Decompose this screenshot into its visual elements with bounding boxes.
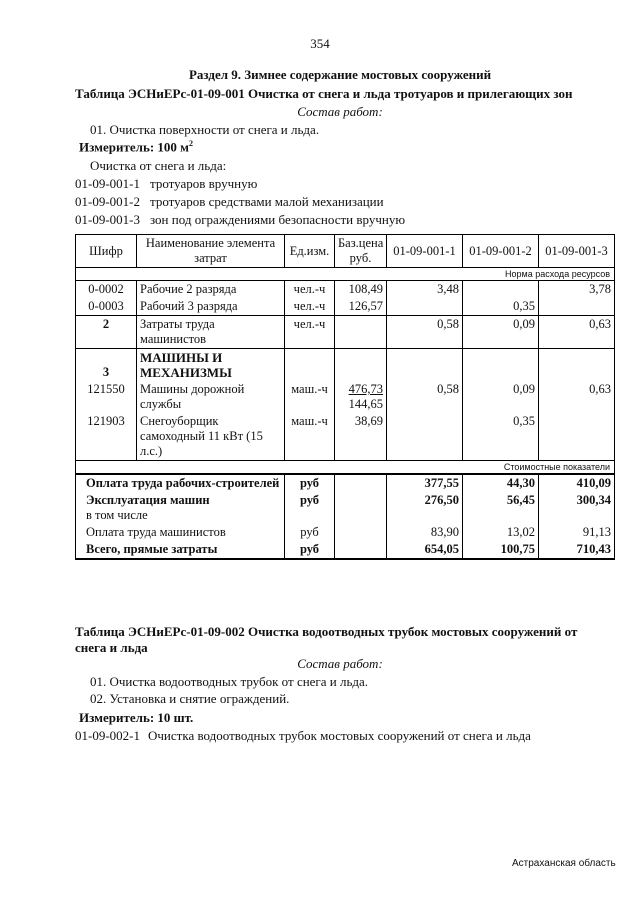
cell-unit: маш.-ч — [285, 413, 335, 461]
cell-value: 13,02 — [463, 524, 539, 541]
meter-label: Измеритель: 10 шт. — [79, 710, 194, 725]
item-name: тротуаров вручную — [150, 176, 258, 191]
cell-value: 377,55 — [387, 474, 463, 492]
cell-value: 56,45 — [463, 492, 539, 524]
cell-name: Машины дорожной службы — [137, 381, 285, 413]
cell-value: 0,09 — [463, 316, 539, 349]
cell-value: 0,63 — [539, 381, 615, 413]
norm-row — [76, 268, 615, 281]
page-number: 354 — [310, 36, 330, 51]
header-code: Шифр — [76, 235, 137, 268]
cell-price: 38,69 — [335, 413, 387, 461]
cost-label: Стоимостные показатели — [76, 461, 615, 475]
cell-value: 83,90 — [387, 524, 463, 541]
cell-value: 0,35 — [463, 413, 539, 461]
cell-price — [335, 316, 387, 349]
cell-value: 276,50 — [387, 492, 463, 524]
table-row — [76, 298, 615, 316]
table-row — [76, 492, 615, 524]
table-row — [76, 541, 615, 559]
composition-item: 02. Установка и снятие ограждений. — [90, 691, 290, 706]
cell-code: 0-0002 — [76, 281, 137, 299]
cell-value: 0,35 — [463, 298, 539, 316]
item-name: Очистка водоотводных трубок мостовых сооружений от снега и льда — [148, 728, 531, 743]
table-row — [76, 316, 615, 349]
cost-name — [76, 492, 285, 524]
cell-value: 710,43 — [539, 541, 615, 559]
table-row — [76, 281, 615, 299]
footer-region: Астраханская область — [512, 858, 616, 869]
item-code: 01-09-001-2 — [75, 194, 140, 209]
cell-value: 100,75 — [463, 541, 539, 559]
composition-label: Состав работ: — [297, 656, 383, 671]
cell-unit: руб — [285, 524, 335, 541]
price-value: 144,65 — [348, 397, 383, 411]
table-row — [76, 413, 615, 461]
cell-value — [539, 413, 615, 461]
cell-empty — [335, 524, 387, 541]
cell-value: 0,63 — [539, 316, 615, 349]
composition-label: Состав работ: — [297, 104, 383, 119]
cell-unit: руб — [285, 492, 335, 524]
cell-empty — [463, 349, 539, 382]
cell-price: 126,57 — [335, 298, 387, 316]
cell-value: 410,09 — [539, 474, 615, 492]
cell-unit: чел.-ч — [285, 298, 335, 316]
cell-value: 0,58 — [387, 381, 463, 413]
cell-value: 0,09 — [463, 381, 539, 413]
header-col2: 01-09-001-2 — [463, 235, 539, 268]
subtitle: Очистка от снега и льда: — [90, 158, 227, 173]
cell-name: Затраты труда машинистов — [137, 316, 285, 349]
cell-value: 300,34 — [539, 492, 615, 524]
cell-unit: маш.-ч — [285, 381, 335, 413]
cell-value: 0,58 — [387, 316, 463, 349]
cell-code: 121903 — [76, 413, 137, 461]
cell-name: Рабочий 3 разряда — [137, 298, 285, 316]
cell-unit: чел.-ч — [285, 281, 335, 299]
composition-item: 01. Очистка водоотводных трубок от снега и льда. — [90, 674, 369, 689]
cell-code: 3 — [76, 349, 137, 382]
cell-value — [387, 413, 463, 461]
cell-value: 3,78 — [539, 281, 615, 299]
cell-empty — [335, 541, 387, 559]
cell-empty — [335, 349, 387, 382]
price-value: 476,73 — [348, 382, 383, 396]
cell-empty — [335, 492, 387, 524]
composition-item: 01. Очистка поверхности от снега и льда. — [90, 122, 320, 137]
table-row — [76, 524, 615, 541]
item-code: 01-09-001-3 — [75, 212, 140, 227]
table2-title: Таблица ЭСНиЕРс-01-09-002 Очистка водоотводных трубок мостовых сооружений от — [75, 624, 578, 639]
table-header-row — [76, 235, 615, 268]
table1-title: Таблица ЭСНиЕРс-01-09-001 Очистка от снега и льда тротуаров и прилегающих зон — [75, 86, 573, 101]
cell-empty — [387, 349, 463, 382]
cell-unit: руб — [285, 474, 335, 492]
item-code: 01-09-001-1 — [75, 176, 140, 191]
cell-value: 44,30 — [463, 474, 539, 492]
cell-unit: чел.-ч — [285, 316, 335, 349]
cell-value — [387, 298, 463, 316]
table-row — [76, 349, 615, 382]
norm-label: Норма расхода ресурсов — [76, 268, 615, 281]
cost-name-sub: в том числе — [86, 508, 148, 522]
cell-empty — [285, 349, 335, 382]
table-row — [76, 381, 615, 413]
item-name: тротуаров средствами малой механизации — [150, 194, 384, 209]
cell-code: 2 — [76, 316, 137, 349]
cell-value: 3,48 — [387, 281, 463, 299]
header-col1: 01-09-001-1 — [387, 235, 463, 268]
cell-name: Рабочие 2 разряда — [137, 281, 285, 299]
section-title: Раздел 9. Зимнее содержание мостовых сооружений — [188, 67, 492, 82]
resource-table — [75, 234, 615, 560]
cost-name-main: Эксплуатация машин — [86, 493, 210, 507]
cell-code: 0-0003 — [76, 298, 137, 316]
cell-value: 91,13 — [539, 524, 615, 541]
header-name: Наименование элемента затрат — [137, 235, 285, 268]
header-unit: Ед.изм. — [285, 235, 335, 268]
cost-name: Оплата труда рабочих-строителей — [76, 474, 285, 492]
cell-code: 121550 — [76, 381, 137, 413]
item-name: зон под ограждениями безопасности вручную — [150, 212, 406, 227]
table-row — [76, 474, 615, 492]
cost-name: Оплата труда машинистов — [76, 524, 285, 541]
cell-unit: руб — [285, 541, 335, 559]
cell-value — [539, 298, 615, 316]
cell-name: Снегоуборщик самоходный 11 кВт (15 л.с.) — [137, 413, 285, 461]
cell-name: МАШИНЫ И МЕХАНИЗМЫ — [137, 349, 285, 382]
table2-title-cont: снега и льда — [75, 640, 148, 655]
cell-value — [463, 281, 539, 299]
meter-label: Измеритель: 100 $м^2$ — [79, 139, 194, 155]
cell-price: 108,49 — [335, 281, 387, 299]
cell-empty — [539, 349, 615, 382]
cost-name: Всего, прямые затраты — [76, 541, 285, 559]
cell-empty — [335, 474, 387, 492]
header-price: Баз.цена руб. — [335, 235, 387, 268]
header-col3: 01-09-001-3 — [539, 235, 615, 268]
cell-price — [335, 381, 387, 413]
cell-value: 654,05 — [387, 541, 463, 559]
item-code: 01-09-002-1 — [75, 728, 140, 743]
cost-row — [76, 461, 615, 475]
